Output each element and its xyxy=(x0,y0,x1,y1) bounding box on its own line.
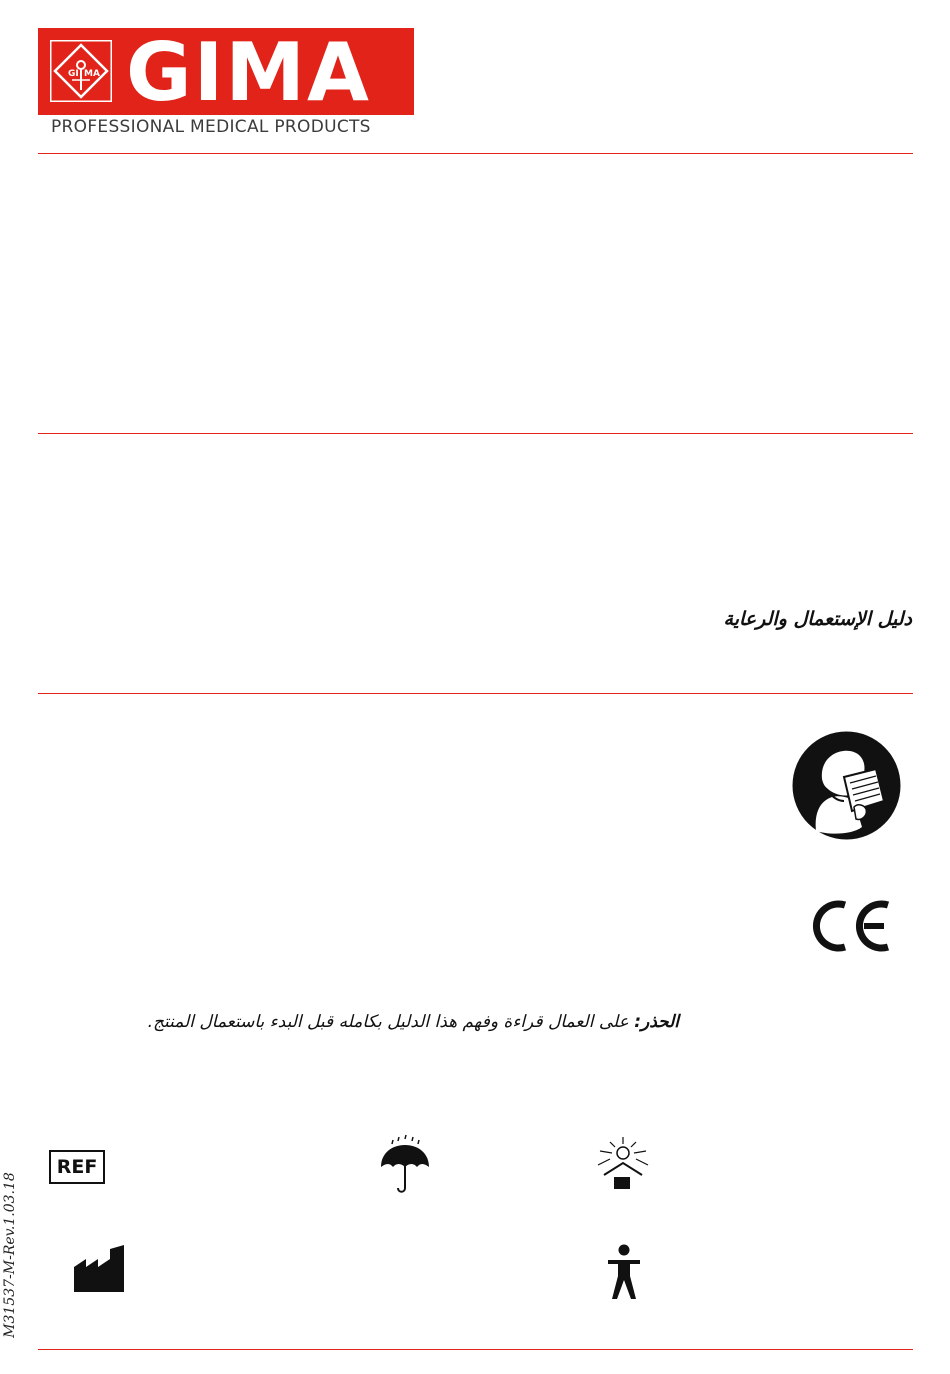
svg-text:MA: MA xyxy=(84,69,100,79)
ce-mark-icon xyxy=(808,897,892,955)
divider xyxy=(38,433,913,434)
warning-body: على العمال قراءة وفهم هذا الدليل بكامله قبل البدء باستعمال المنتج. xyxy=(147,1012,629,1032)
divider xyxy=(38,153,913,154)
manual-title: دليل الإستعمال والرعاية xyxy=(723,608,912,630)
brand-name: GIMA xyxy=(126,26,371,119)
brand-tagline: PROFESSIONAL MEDICAL PRODUCTS xyxy=(51,117,371,137)
divider xyxy=(38,1349,913,1350)
warning-label: الحذر: xyxy=(634,1012,679,1032)
ref-symbol: REF xyxy=(49,1150,105,1184)
warning-text xyxy=(38,1012,679,1032)
gima-logo xyxy=(38,26,414,119)
umbrella-icon xyxy=(378,1133,432,1195)
revision-code: M31537-M-Rev.1.03.18 xyxy=(2,1172,18,1338)
read-manual-icon xyxy=(792,731,901,840)
factory-icon xyxy=(72,1243,126,1293)
gima-emblem-icon xyxy=(50,40,112,102)
sunlight-icon xyxy=(594,1135,652,1191)
person-icon xyxy=(604,1244,644,1300)
divider xyxy=(38,693,913,694)
svg-text:GI: GI xyxy=(68,69,79,79)
